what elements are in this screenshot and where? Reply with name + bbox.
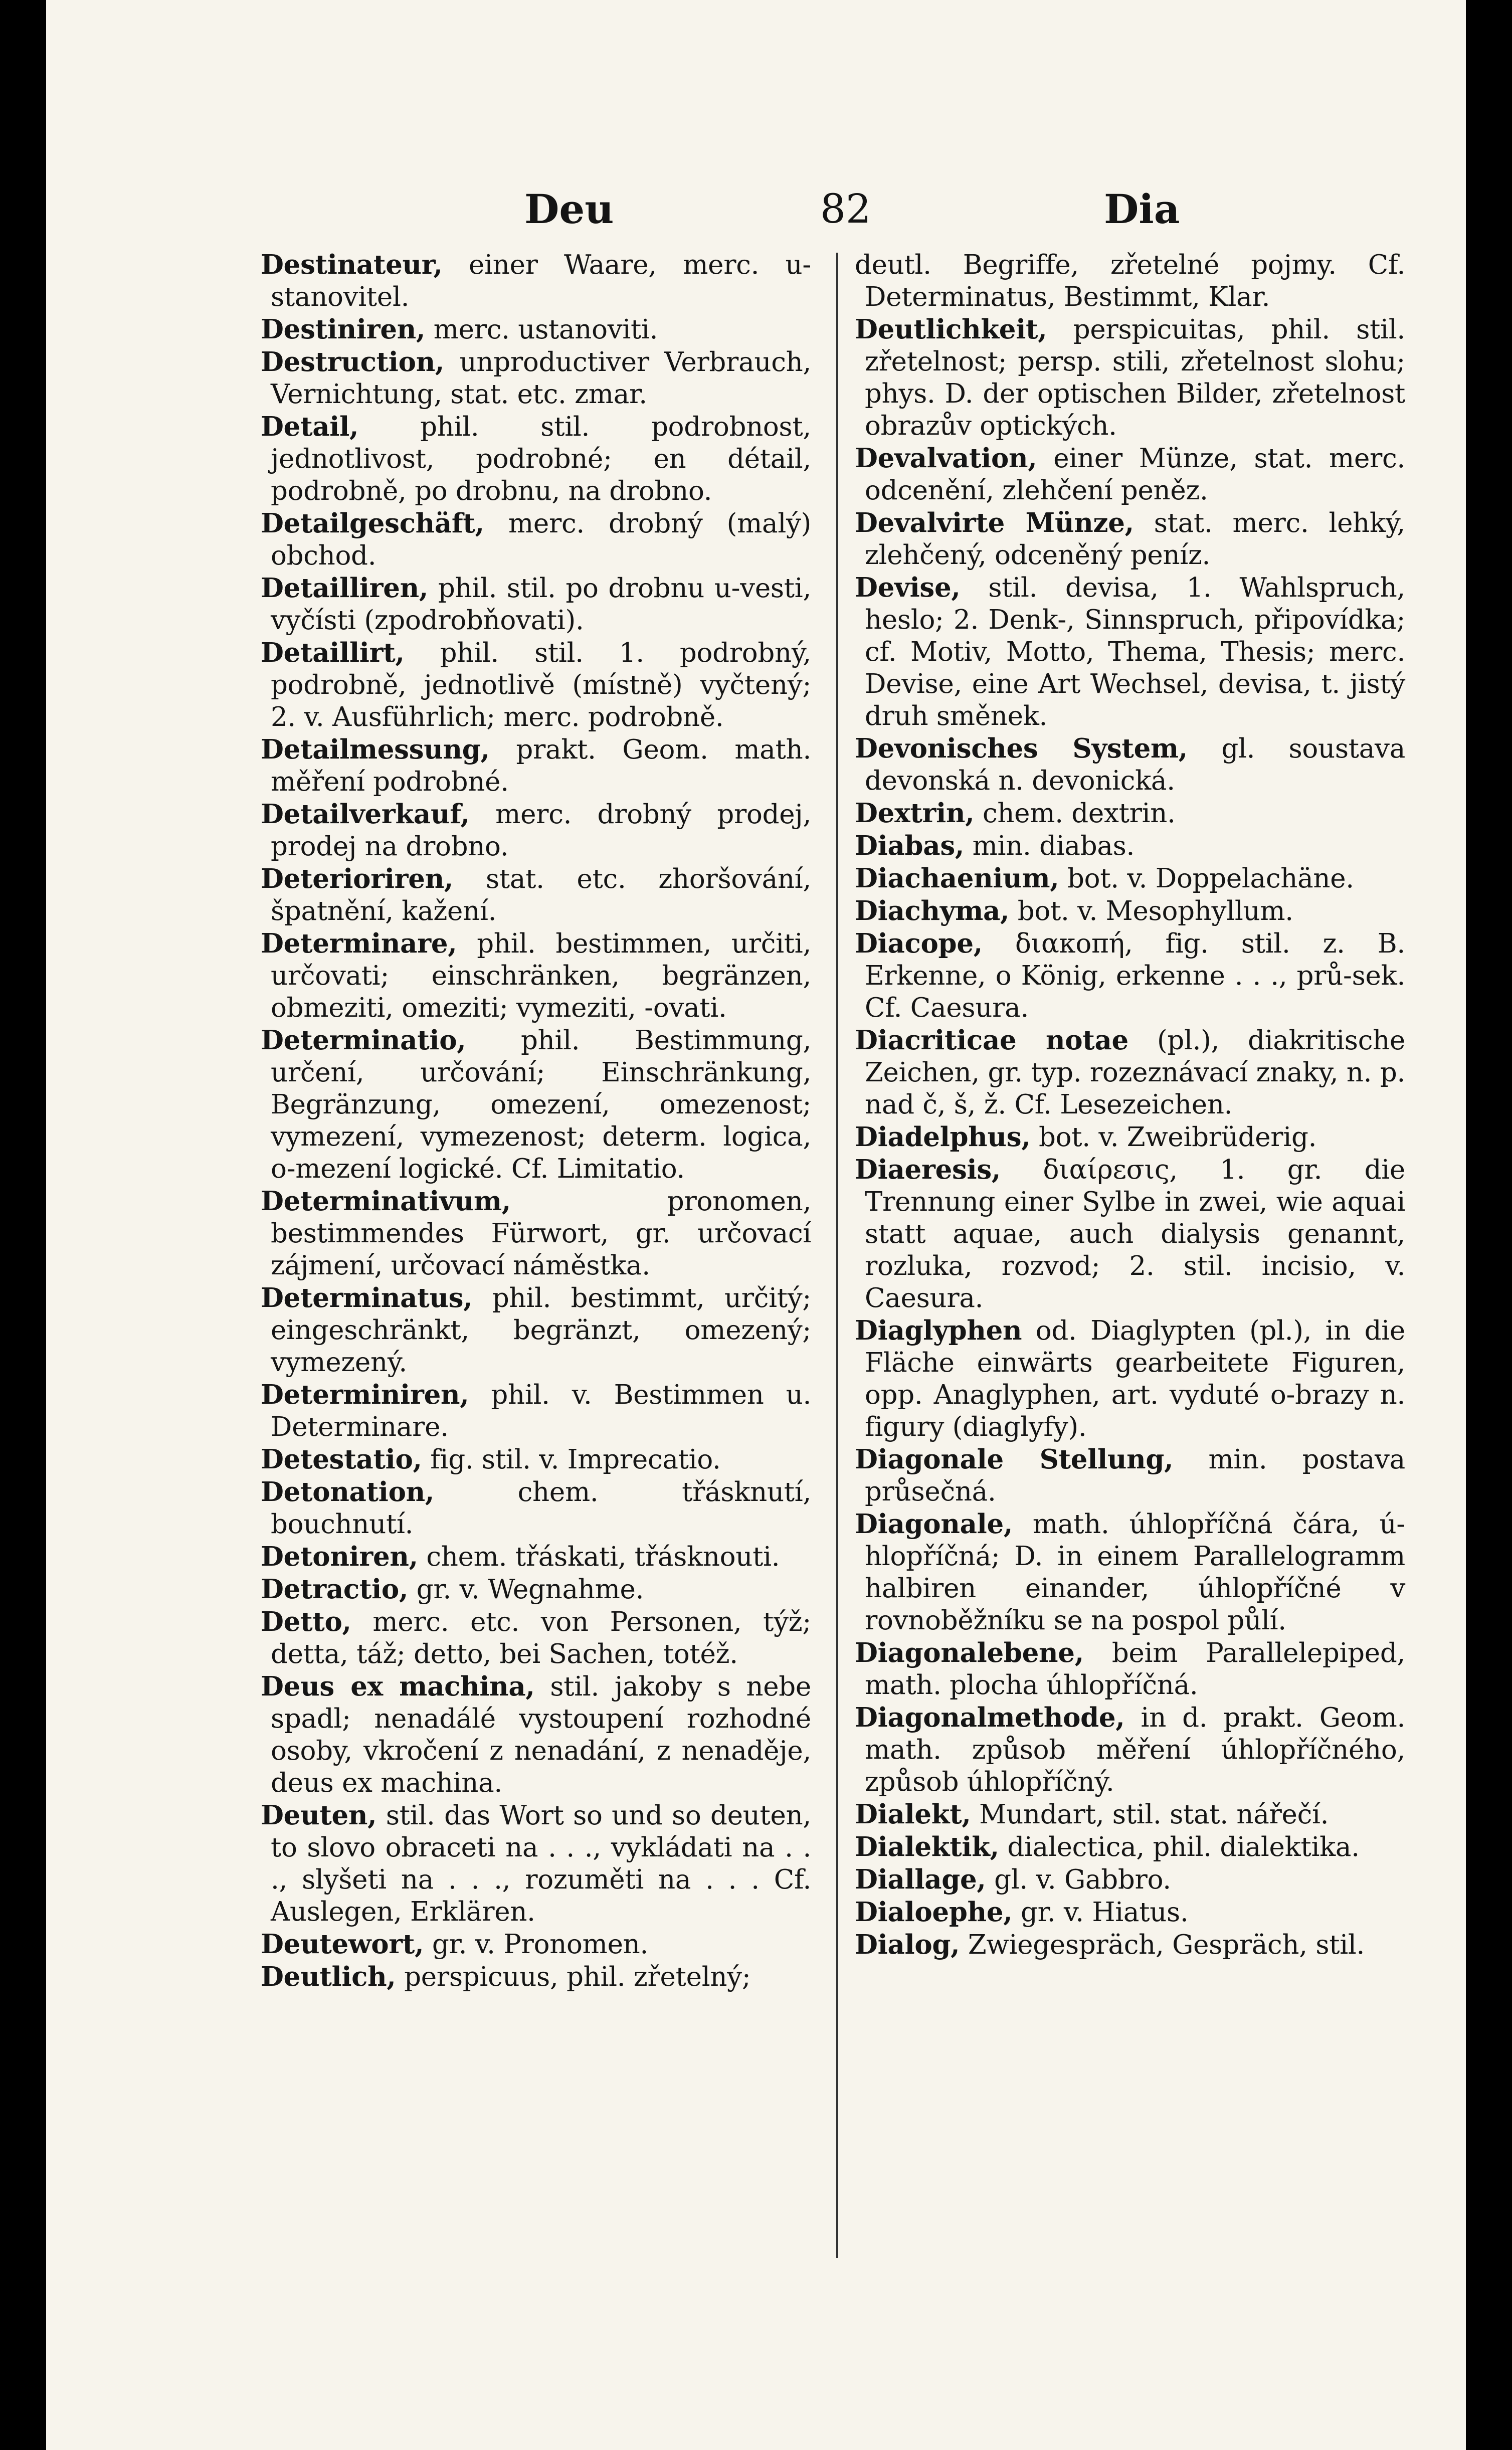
definition: in d. prakt. Geom. math. způsob měření úhlopříčného, způsob úhlopříčný. [865,1703,1405,1797]
headword: Detailgeschäft, [261,508,484,539]
headword: Determinatio, [261,1025,466,1056]
definition: dialectica, phil. dialektika. [1007,1832,1360,1862]
headword: Deutewort, [261,1929,424,1960]
definition: bot. v. Mesophyllum. [1017,896,1293,926]
definition: phil. Bestimmung, určení, určování; Einschränkung, Begränzung, omezení, omezenost; vymezení, vymezenost; determ. logica, o-mezení logické. Cf. Limitatio. [271,1025,811,1184]
definition: stil. jakoby s nebe spadl; nenadálé vystoupení rozhodné osoby, vkročení z nenadání, z nenaděje, deus ex machina. [271,1671,811,1798]
headword: Dextrin, [855,798,975,829]
right-column [855,249,1405,1961]
definition: phil. bestimmen, určiti, určovati; einschränken, begränzen, obmeziti, omeziti; vymeziti, -ovati. [271,928,811,1023]
definition: gr. v. Hiatus. [1020,1897,1189,1928]
entry [855,1863,1405,1896]
dictionary-page [46,0,1466,2450]
entry [261,1928,811,1961]
headword: Determinativum, [261,1186,511,1217]
entry [261,1476,811,1541]
entry [855,1443,1405,1508]
definition: stil. das Wort so und so deuten, to slovo obraceti na . . ., vykládati na . . ., slyšeti na . . ., rozuměti na . . . Cf. Auslegen, Erklären. [271,1800,811,1927]
entry [855,1508,1405,1637]
headword: Diabas, [855,830,965,861]
page-number: 82 [820,185,871,232]
headword: Diacriticae notae [855,1025,1128,1056]
definition: stat. etc. zhoršování, špatnění, kažení. [271,864,811,926]
entry [261,733,811,798]
definition: einer Waare, merc. u-stanovitel. [271,250,811,312]
headword: Detoniren, [261,1541,418,1572]
definition: (pl.), diakritische Zeichen, gr. typ. rozeznávací znaky, n. p. nad č, š, ž. Cf. Lesezeichen. [865,1025,1405,1120]
headword: Detaillirt, [261,637,405,668]
definition: merc. ustanoviti. [433,314,658,345]
entry [261,637,811,733]
entry [261,346,811,411]
headword: Dialektik, [855,1831,999,1862]
headword: Diachaenium, [855,863,1059,894]
headword: Diaeresis, [855,1154,1001,1185]
headword: Determinare, [261,928,457,959]
entry [261,1443,811,1476]
entry [261,863,811,927]
definition: gr. v. Wegnahme. [416,1574,644,1605]
headword: Determinatus, [261,1282,473,1313]
entry [855,442,1405,507]
headword: Diagonale Stellung, [855,1444,1174,1475]
entry [855,507,1405,572]
entry [855,1896,1405,1929]
definition: bot. v. Zweibrüderig. [1039,1122,1317,1153]
definition: merc. drobný (malý) obchod. [271,508,811,571]
definition: chem. dextrin. [982,798,1176,829]
entry [855,1929,1405,1961]
headword: Devalvirte Münze, [855,507,1134,538]
entry [261,798,811,863]
definition: min. postava průsečná. [865,1444,1405,1507]
entry [261,1670,811,1799]
entry [261,1606,811,1670]
headword: Diachyma, [855,895,1010,926]
definition: merc. etc. von Personen, týž; detta, táž; detto, bei Sachen, totéž. [271,1607,811,1669]
headword: Detail, [261,411,359,442]
headword: Determiniren, [261,1379,469,1410]
entry [855,313,1405,442]
headword: Deuten, [261,1800,377,1831]
entry [855,249,1405,313]
left-column [261,249,811,1993]
entry [855,732,1405,797]
headword: Devonisches System, [855,733,1188,764]
entry [261,313,811,346]
definition: unproductiver Verbrauch, Vernichtung, stat. etc. zmar. [271,347,811,410]
definition: gr. v. Pronomen. [432,1929,649,1960]
headword: Dialekt, [855,1799,971,1830]
definition: pronomen, bestimmendes Fürwort, gr. určovací zájmení, určovací náměstka. [271,1186,811,1281]
definition: διαίρεσις, 1. gr. die Trennung einer Sylbe in zwei, wie aquai statt aquae, auch dialysis genannt, rozluka, rozvod; 2. stil. incisio, v. Caesura. [865,1155,1405,1313]
entry [261,1282,811,1379]
headword: Destiniren, [261,314,426,345]
definition: gl. v. Gabbro. [994,1864,1171,1895]
entry [261,411,811,507]
definition: merc. drobný prodej, prodej na drobno. [271,799,811,862]
headword: Detestatio, [261,1444,422,1475]
entry [855,1798,1405,1831]
headword: Detto, [261,1606,351,1637]
entry [855,1314,1405,1443]
definition: chem. třásknutí, bouchnutí. [271,1477,811,1540]
entry [855,830,1405,862]
headword: Detractio, [261,1574,409,1605]
entry [855,572,1405,732]
entry [261,1379,811,1443]
definition: einer Münze, stat. merc. odcenění, zlehčení peněz. [865,443,1405,506]
definition: Zwiegespräch, Gespräch, stil. [968,1930,1365,1960]
headword: Diagonalmethode, [855,1702,1125,1733]
definition: phil. bestimmt, určitý; eingeschränkt, begränzt, omezený; vymezený. [271,1283,811,1378]
entry [261,507,811,572]
entry [261,1185,811,1282]
entry [261,1961,811,1993]
headword: Deutlichkeit, [855,314,1047,345]
page-header [46,181,1466,237]
headword: Detailliren, [261,573,429,604]
entry [855,1702,1405,1798]
definition: perspicuus, phil. zřetelný; [404,1962,751,1992]
definition: deutl. Begriffe, zřetelné pojmy. Cf. Determinatus, Bestimmt, Klar. [855,250,1405,312]
headword: Diagonale, [855,1509,1013,1540]
entry [855,1024,1405,1121]
definition: math. úhlopříčná čára, ú-hlopříčná; D. in einem Parallelogramm halbiren einander, úhlopříčné v rovnoběžníku se na pospol půlí. [865,1509,1405,1636]
definition: fig. stil. v. Imprecatio. [430,1444,721,1475]
headword: Detonation, [261,1476,435,1507]
definition: phil. stil. 1. podrobný, podrobně, jednotlivě (místně) vyčtený; 2. v. Ausführlich; merc. podrobně. [271,638,811,732]
headword: Destinateur, [261,249,443,280]
entry [855,927,1405,1024]
entry [855,1637,1405,1702]
headword: Deus ex machina, [261,1671,535,1702]
entry [261,249,811,313]
definition: min. diabas. [972,831,1135,861]
column-divider [836,253,838,2258]
headword: Devise, [855,572,961,603]
headword: Diadelphus, [855,1121,1031,1153]
header-right-catchword: Dia [1104,185,1180,233]
definition: prakt. Geom. math. měření podrobné. [271,734,811,797]
headword: Diagonalebene, [855,1637,1084,1668]
headword: Dialoephe, [855,1897,1013,1928]
headword: Diallage, [855,1864,986,1895]
headword: Dialog, [855,1929,960,1960]
definition: stat. merc. lehký, zlehčený, odceněný peníz. [865,508,1405,571]
headword: Destruction, [261,346,445,378]
entry [261,1541,811,1573]
entry [855,895,1405,927]
entry [855,1154,1405,1314]
definition: chem. třáskati, třásknouti. [426,1542,780,1572]
definition: bot. v. Doppelachäne. [1067,863,1354,894]
definition: phil. stil. podrobnost, jednotlivost, podrobné; en détail, podrobně, po drobnu, na drobno. [271,412,811,506]
definition: Mundart, stil. stat. nářečí. [979,1799,1329,1830]
definition: perspicuitas, phil. stil. zřetelnost; persp. stili, zřetelnost slohu; phys. D. der optischen Bilder, zřetelnost obrazův optických. [865,314,1405,441]
headword: Detailverkauf, [261,799,470,830]
headword: Deterioriren, [261,863,454,894]
definition: διακοπή, fig. stil. z. B. Erkenne, o König, erkenne . . ., prů-sek. Cf. Caesura. [865,928,1405,1023]
definition: beim Parallelepiped, math. plocha úhlopříčná. [865,1638,1405,1701]
entry [855,1121,1405,1154]
definition: phil. v. Bestimmen u. Determinare. [271,1380,811,1442]
entry [855,1831,1405,1863]
definition: od. Diaglypten (pl.), in die Fläche einwärts gearbeitete Figuren, opp. Anaglyphen, art. vyduté o-brazy n. figury (diaglyfy). [865,1315,1405,1442]
entry [261,1799,811,1928]
header-left-catchword: Deu [524,185,614,233]
definition: stil. devisa, 1. Wahlspruch, heslo; 2. Denk-, Sinnspruch, připovídka; cf. Motiv, Motto, Thema, Thesis; merc. Devise, eine Art Wechsel, devisa, t. jistý druh směnek. [865,573,1405,731]
headword: Devalvation, [855,443,1037,474]
entry [261,1024,811,1185]
headword: Diaglyphen [855,1315,1022,1346]
headword: Deutlich, [261,1961,396,1992]
entry [855,797,1405,830]
entry [261,572,811,637]
headword: Diacope, [855,928,983,959]
entry [261,927,811,1024]
definition: phil. stil. po drobnu u-vesti, vyčísti (zpodrobňovati). [271,573,811,636]
entry [261,1573,811,1606]
entry [855,862,1405,895]
definition: gl. soustava devonská n. devonická. [865,733,1405,796]
headword: Detailmessung, [261,734,490,765]
